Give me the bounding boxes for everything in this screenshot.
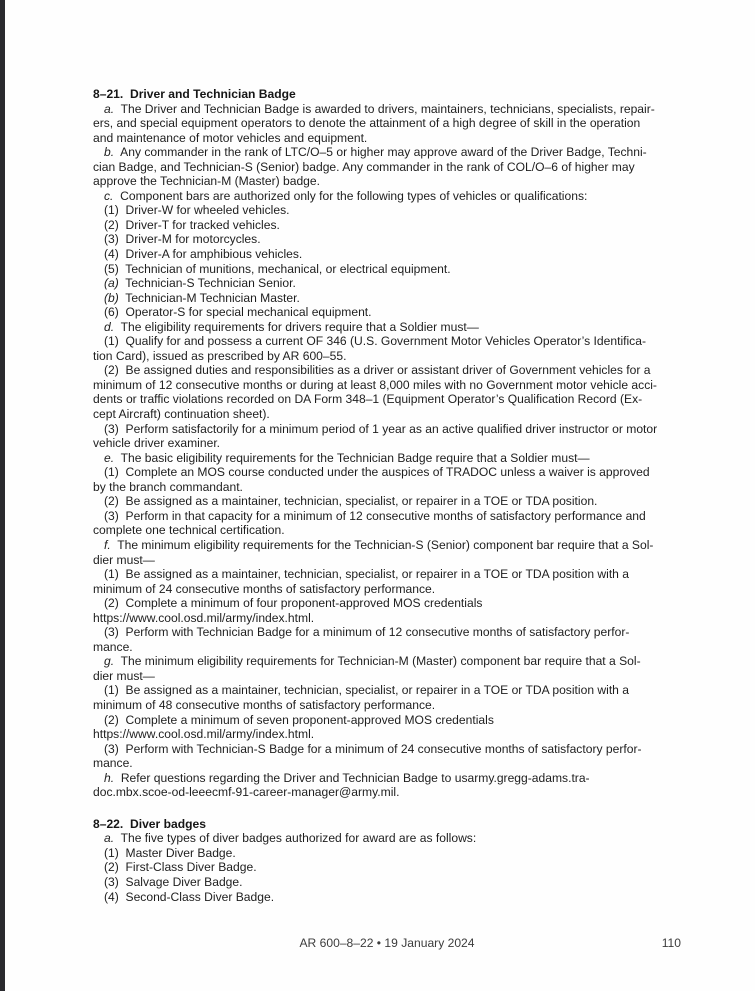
text-line: cian Badge, and Technician-S (Senior) badge. Any commander in the rank of COL/O–6 of higher may (93, 159, 635, 174)
paragraph-marker: (2) (104, 494, 119, 509)
paragraph-marker: (2) (104, 860, 119, 875)
text-line: g. The minimum eligibility requirements for Technician-M (Master) component bar require that a Sol- (104, 654, 641, 669)
section-number: 8–22. (93, 816, 124, 831)
text-line: approve the Technician-M (Master) badge. (93, 174, 320, 189)
text-line: (a) Technician-S Technician Senior. (104, 276, 296, 291)
paragraph-marker: (3) (104, 508, 119, 523)
paragraph-marker: (1) (104, 845, 119, 860)
text-line: cept Aircraft) continuation sheet). (93, 407, 270, 422)
text-line: c. Component bars are authorized only for the following types of vehicles or qualifications: (104, 188, 588, 203)
text-line: (2) Complete a minimum of four proponent-approved MOS credentials (104, 596, 483, 611)
text-line: b. Any commander in the rank of LTC/O–5 or higher may approve award of the Driver Badge, Techni- (104, 145, 647, 160)
text-line: complete one technical certification. (93, 523, 285, 538)
paragraph-marker: (2) (104, 596, 119, 611)
paragraph-marker: (3) (104, 874, 119, 889)
text-line: (3) Salvage Diver Badge. (104, 874, 243, 889)
text-line: https://www.cool.osd.mil/army/index.html. (93, 727, 315, 742)
paragraph-marker: a. (104, 831, 115, 846)
document-body (93, 87, 693, 904)
text-line: and maintenance of motor vehicles and equipment. (93, 130, 368, 145)
paragraph-marker: h. (104, 770, 115, 785)
paragraph-marker: (2) (104, 712, 119, 727)
text-line: (4) Driver-A for amphibious vehicles. (104, 247, 303, 262)
text-line: (2) Driver-T for tracked vehicles. (104, 217, 280, 232)
text-line: (3) Perform with Technician Badge for a minimum of 12 consecutive months of satisfactory perfor- (104, 625, 630, 640)
text-line: (3) Perform with Technician-S Badge for a minimum of 24 consecutive months of satisfactory perfor- (104, 741, 642, 756)
paragraph-marker: (3) (104, 625, 119, 640)
paragraph-marker: c. (104, 188, 114, 203)
text-line: minimum of 12 consecutive months or during at least 8,000 miles with no Government motor vehicle acci- (93, 377, 657, 392)
text-line: a. The Driver and Technician Badge is awarded to drivers, maintainers, technicians, specialists, repair- (104, 101, 655, 116)
text-line: (2) Be assigned duties and responsibilities as a driver or assistant driver of Government vehicles for a (104, 363, 651, 378)
text-line: (6) Operator-S for special mechanical equipment. (104, 305, 372, 320)
paragraph-marker: (4) (104, 247, 119, 262)
text-line: (3) Perform in that capacity for a minimum of 12 consecutive months of satisfactory performance and (104, 508, 646, 523)
section-heading (93, 817, 693, 832)
text-line: ers, and special equipment operators to denote the attainment of a high degree of skill in the operation (93, 116, 641, 131)
text-line: dents or traffic violations recorded on DA Form 348–1 (Equipment Operator’s Qualification Record (Ex- (93, 392, 643, 407)
text-line: dier must— (93, 668, 155, 683)
text-line: vehicle driver examiner. (93, 436, 221, 451)
paragraph-marker: e. (104, 450, 115, 465)
text-line: mance. (93, 756, 133, 771)
paragraph-marker: (6) (104, 305, 119, 320)
text-line: (1) Be assigned as a maintainer, technician, specialist, or repairer in a TOE or TDA position with a (104, 567, 629, 582)
text-line: (1) Qualify for and possess a current OF 346 (U.S. Government Motor Vehicles Operator’s Identifica- (104, 334, 646, 349)
text-line: (5) Technician of munitions, mechanical, or electrical equipment. (104, 261, 451, 276)
text-line: (2) Complete a minimum of seven proponent-approved MOS credentials (104, 712, 494, 727)
text-line: by the branch commandant. (93, 479, 243, 494)
paragraph-marker: (5) (104, 261, 119, 276)
text-line: a. The five types of diver badges authorized for award are as follows: (104, 831, 477, 846)
section-heading (93, 87, 693, 102)
text-line: mance. (93, 639, 133, 654)
text-line: (1) Master Diver Badge. (104, 845, 236, 860)
text-line: h. Refer questions regarding the Driver and Technician Badge to usarmy.gregg-adams.tra- (104, 770, 590, 785)
paragraph-marker: b. (104, 145, 115, 160)
paragraph-marker: (a) (104, 276, 119, 291)
page-left-edge (0, 0, 5, 991)
page-footer (93, 936, 681, 952)
paragraph-marker: d. (104, 319, 115, 334)
text-line: minimum of 24 consecutive months of satisfactory performance. (93, 581, 436, 596)
footer-page-number: 110 (661, 936, 681, 950)
text-line: doc.mbx.scoe-od-leeecmf-91-career-manager@army.mil. (93, 785, 400, 800)
paragraph-marker: a. (104, 101, 115, 116)
text-line: tion Card), issued as prescribed by AR 600–55. (93, 348, 347, 363)
text-line: (1) Be assigned as a maintainer, technician, specialist, or repairer in a TOE or TDA position with a (104, 683, 629, 698)
paragraph-marker: (2) (104, 217, 119, 232)
text-line: minimum of 48 consecutive months of satisfactory performance. (93, 697, 436, 712)
paragraph-marker: (1) (104, 683, 119, 698)
footer-citation: AR 600–8–22 • 19 January 2024 (299, 936, 475, 950)
paragraph-marker: g. (104, 654, 115, 669)
paragraph-marker: (1) (104, 203, 119, 218)
paragraph-marker: (3) (104, 741, 119, 756)
text-line: (b) Technician-M Technician Master. (104, 290, 300, 305)
text-line: (2) First-Class Diver Badge. (104, 860, 257, 875)
section-title: Diver badges (123, 816, 206, 831)
paragraph-marker: (3) (104, 421, 119, 436)
paragraph-marker: f. (104, 537, 111, 552)
text-line: f. The minimum eligibility requirements for the Technician-S (Senior) component bar require that a Sol- (104, 537, 654, 552)
section-number: 8–21. (93, 87, 124, 101)
text-line: https://www.cool.osd.mil/army/index.html. (93, 610, 315, 625)
paragraph-marker: (1) (104, 465, 119, 480)
paragraph-marker: (1) (104, 334, 119, 349)
text-line: d. The eligibility requirements for drivers require that a Soldier must— (104, 319, 479, 334)
text-line: (1) Driver-W for wheeled vehicles. (104, 203, 290, 218)
text-line: (2) Be assigned as a maintainer, technician, specialist, or repairer in a TOE or TDA position. (104, 494, 598, 509)
text-line: (4) Second-Class Diver Badge. (104, 889, 275, 904)
text-line: dier must— (93, 552, 155, 567)
text-line: (1) Complete an MOS course conducted under the auspices of TRADOC unless a waiver is approved (104, 465, 650, 480)
text-line: (3) Driver-M for motorcycles. (104, 232, 261, 247)
text-line: e. The basic eligibility requirements for the Technician Badge require that a Soldier must— (104, 450, 590, 465)
paragraph-marker: (2) (104, 363, 119, 378)
text-line: (3) Perform satisfactorily for a minimum period of 1 year as an active qualified driver instructor or motor (104, 421, 658, 436)
paragraph-marker: (4) (104, 889, 119, 904)
paragraph-marker: (1) (104, 567, 119, 582)
paragraph-marker: (b) (104, 290, 119, 305)
paragraph-marker: (3) (104, 232, 119, 247)
section-title: Driver and Technician Badge (123, 87, 296, 101)
